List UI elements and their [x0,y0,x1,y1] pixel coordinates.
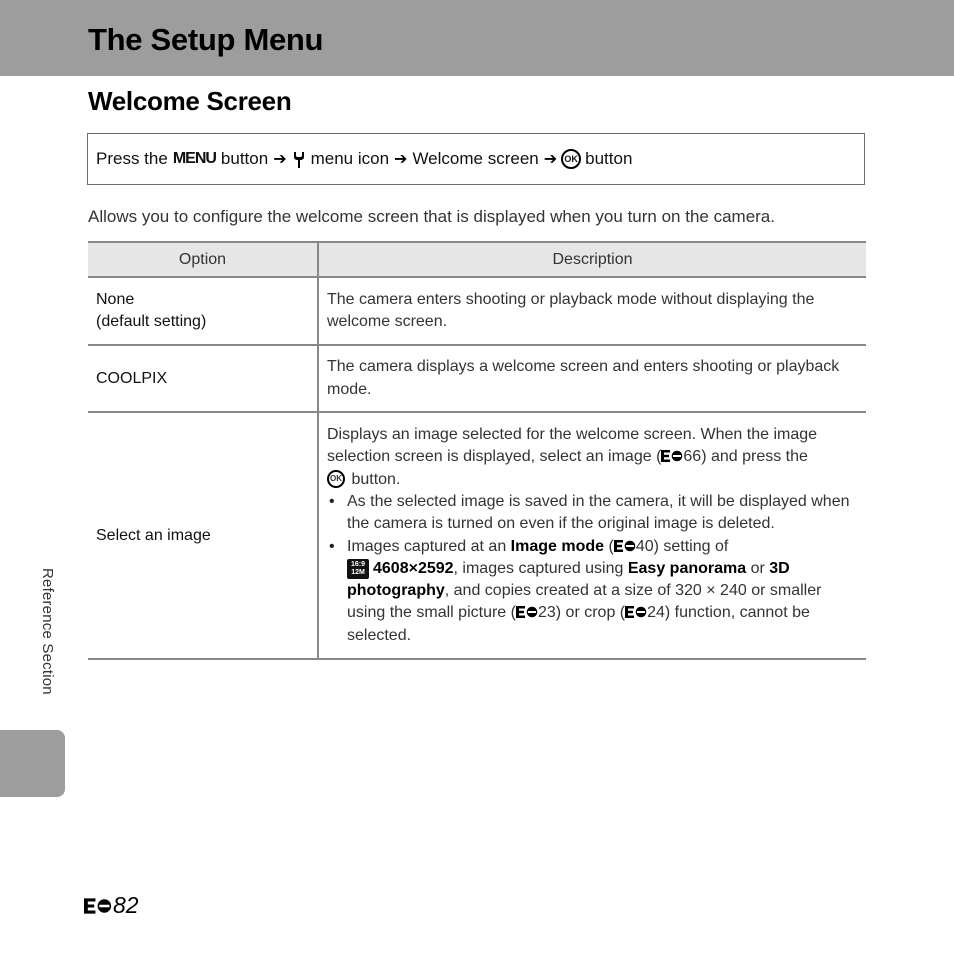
bullet-list [327,491,858,647]
intro-text: Allows you to configure the welcome screen that is displayed when you turn on the camera. [88,207,775,226]
bullet-item: • As the selected image is saved in the camera, it will be displayed when the camera is turned on even if the original image is deleted. [327,491,858,536]
section-title: Welcome Screen [88,86,292,116]
nav-menu-icon-text: menu icon [310,149,390,168]
setting-name: Image mode [510,537,605,555]
column-header-option: Option [88,242,318,277]
option-cell [88,277,318,345]
reference-section-icon [625,606,647,618]
option-cell: COOLPIX [88,345,318,412]
nav-prefix: Press the [96,149,168,168]
reference-section-icon [614,540,636,552]
menu-button-icon: MENU [172,150,216,167]
table-row [88,345,866,412]
option-note: (default setting) [96,313,207,330]
reference-section-icon [661,450,683,462]
description-cell: The camera displays a welcome screen and enters shooting or playback mode. [318,345,866,412]
reference-section-icon [84,898,112,914]
options-table [88,241,866,660]
nav-suffix: button [585,149,633,168]
nav-after-menu: button [220,149,269,168]
page-number-value: 82 [113,892,139,918]
wrench-icon [292,149,306,169]
option-cell: Select an image [88,412,318,659]
bullet-item: • Images captured at an Image mode ( 40) setting of 16:9 12M 4608×2592, images captured using Easy panorama or 3D photography, and copies created at a size of 320 × 240 or smaller using the small picture ( 23) or crop ( 24) function, cannot be selected. [327,536,858,647]
reference-number: 40 [635,537,654,555]
table-header-row [88,242,866,277]
ok-button-icon: OK [561,149,581,169]
table-row [88,412,866,659]
arrow-right-icon: ➔ [273,151,287,168]
image-mode-icon: 16:9 12M [347,559,369,579]
table-row [88,277,866,345]
description-cell: The camera enters shooting or playback mode without displaying the welcome screen. [318,277,866,345]
section-side-tab [0,730,65,797]
nav-item: Welcome screen [412,149,539,168]
reference-number: 24 [647,604,665,622]
ok-button-icon: OK [327,470,345,488]
setting-name: 3D photography [347,559,790,600]
setting-name: Easy panorama [627,559,747,577]
navigation-path-box [87,133,865,185]
reference-section-icon [516,606,538,618]
column-header-description: Description [318,242,866,277]
option-name: None [96,291,135,308]
page-number [84,892,139,919]
reference-number: 23 [537,604,556,622]
arrow-right-icon: ➔ [394,151,408,168]
section-side-label: Reference Section [39,568,56,695]
description-cell [318,412,866,659]
description-intro: Displays an image selected for the welcome screen. When the image selection screen is displayed, select an image ( 66) and press the OK button. [327,426,818,488]
page-title: The Setup Menu [88,22,324,57]
reference-number: 66 [683,448,702,466]
arrow-right-icon: ➔ [543,151,558,168]
setting-value: 4608×2592 [373,559,454,577]
